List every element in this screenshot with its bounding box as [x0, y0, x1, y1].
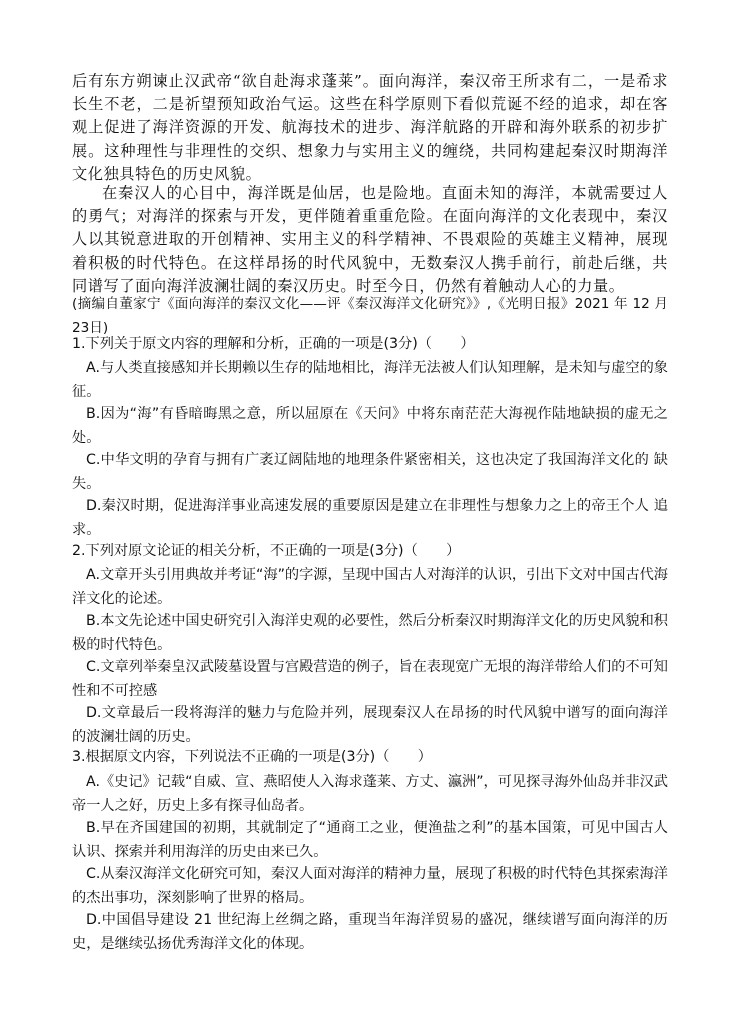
question-1-stem: 1.下列关于原文内容的理解和分析，正确的一项是(3分)（ ）	[72, 336, 475, 352]
question-2-option-d: D.文章最后一段将海洋的魅力与危险并列，展现秦汉人在昂扬的时代风貌中谱写的面向海洋的波澜壮阔的历史。	[72, 705, 668, 745]
question-1-option-c: C.中华文明的孕育与拥有广袤辽阔陆地的地理条件紧密相关，这也决定了我国海洋文化的 缺失。	[72, 452, 668, 492]
question-2-option-c: C.文章列举秦皇汉武陵墓设置与宫殿营造的例子，旨在表现宽广无垠的海洋带给人们的不可知性和不可控感	[72, 659, 668, 699]
question-3-option-c: C.从秦汉海洋文化研究可知，秦汉人面对海洋的精神力量，展现了积极的时代特色其探索海洋的杰出事功，深刻影响了世界的格局。	[72, 866, 668, 906]
question-2-stem: 2.下列对原文论证的相关分析，不正确的一项是(3分)（ ）	[72, 543, 461, 559]
passage-paragraph-1: 后有东方朔谏止汉武帝“欲自赴海求蓬莱”。面向海洋，秦汉帝王所求有二，一是希求长生不老，二是祈望预知政治气运。这些在科学原则下看似荒诞不经的追求，却在客观上促进了海洋资源的开发、航海技术的进步、海洋航路的开辟和海外联系的初步扩展。这种理性与非理性的交织、想象力与实用主义的缠绕，共同构建起秦汉时期海洋文化独具特色的历史风貌。	[72, 72, 668, 183]
question-1-option-b: B.因为“海”有昏暗晦黑之意，所以屈原在《天问》中将东南茫茫大海视作陆地缺损的虚无之处。	[72, 406, 668, 446]
question-3-option-b: B.早在齐国建国的初期，其就制定了“通商工之业，便渔盐之利”的基本国策，可见中国古人认识、探索并利用海洋的历史由来已久。	[72, 820, 668, 860]
passage-paragraph-2: 在秦汉人的心目中，海洋既是仙居，也是险地。直面未知的海洋，本就需要过人的勇气；对海洋的探索与开发，更伴随着重重危险。在面向海洋的文化表现中，秦汉人以其锐意进取的开创精神、实用主义的科学精神、不畏艰险的英雄主义精神，展现着积极的时代特色。在这样昂扬的时代风貌中，无数秦汉人携手前行，前赴后继，共同谱写了面向海洋波澜壮阔的秦汉历史。时至今日，仍然有着触动人心的力量。	[72, 184, 668, 295]
question-3-option-d: D.中国倡导建设 21 世纪海上丝绸之路，重现当年海洋贸易的盛况，继续谱写面向海洋的历 史，是继续弘扬优秀海洋文化的体现。	[72, 912, 668, 952]
question-2-option-b: B.本文先论述中国史研究引入海洋史观的必要性，然后分析秦汉时期海洋文化的历史风貌和积极的时代特色。	[72, 613, 668, 653]
passage-source-citation: (摘编自董家宁《面向海洋的秦汉文化——评《秦汉海洋文化研究》》,《光明日报》2021 年 12 月 23日)	[72, 296, 668, 336]
question-3-option-a: A.《史记》记载“自威、宣、燕昭使人入海求蓬莱、方丈、瀛洲”，可见探寻海外仙岛并非汉武帝一人之好，历史上多有探寻仙岛者。	[72, 774, 668, 814]
question-2-option-a: A.文章开头引用典故并考证“海”的字源，呈现中国古人对海洋的认识，引出下文对中国古代海洋文化的论述。	[72, 567, 668, 607]
question-1-option-a: A.与人类直接感知并长期赖以生存的陆地相比，海洋无法被人们认知理解，是未知与虚空的象征。	[72, 360, 668, 400]
question-1-option-d: D.秦汉时期，促进海洋事业高速发展的重要原因是建立在非理性与想象力之上的帝王个人 追求。	[72, 498, 668, 538]
question-3-stem: 3.根据原文内容，下列说法不正确的一项是(3分)（ ）	[72, 749, 432, 765]
